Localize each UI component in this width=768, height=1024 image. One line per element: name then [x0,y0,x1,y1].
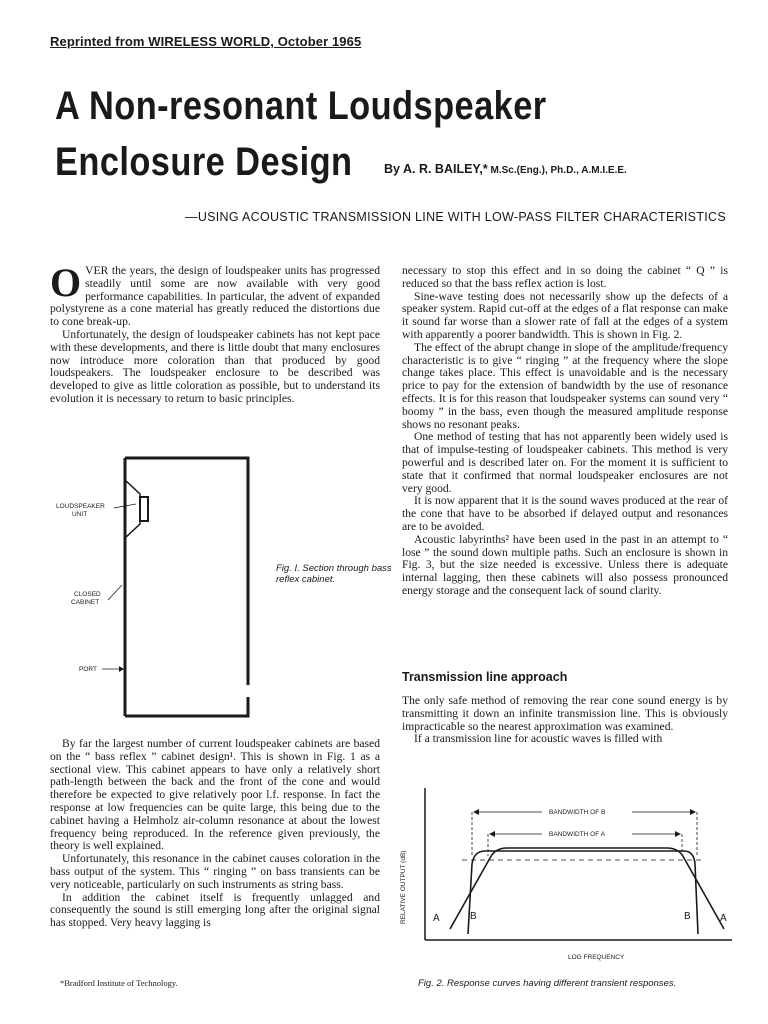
curve-b-label-right: B [684,911,691,922]
speaker-magnet [140,497,148,521]
paragraph-text: VER the years, the design of loudspeaker units has progressed steadily until some are now available with very good performance capabilities. In particular, the advent of expanded polystyrene as a cone material has greatly reduced the distortions due to cone break-up. [50,264,380,329]
paragraph: Unfortunately, the design of loudspeaker cabinets has not kept pace with these developments, and there is little doubt that many enclosures now introduce more coloration than that produced by good loudspeakers. The loudspeaker enclosure to be described was developed to give as little coloration as possible, but to understand its evolution it is necessary to return to basic principles. [50,327,380,405]
column2-top [402,265,728,598]
paragraph: Sine-wave testing does not necessarily show up the defects of a speaker system. Rapid cut-off at the edges of a flat response can make it sound far worse than a slower rate of fall at the edges of a system with apparently a poorer bandwidth. This is shown in Fig. 2. [402,289,728,341]
dropcap: O [50,260,82,305]
column1-top [50,260,380,406]
figure-1-caption: Fig. I. Section through bass reflex cabinet. [276,563,392,585]
curve-b [468,851,698,934]
paragraph: In addition the cabinet itself is frequently unlagged and consequently the sound is still emerging long after the original signal has stopped. Very heavy lagging is [50,890,380,930]
paragraph: Unfortunately, this resonance in the cabinet causes coloration in the bass output of the system. This “ ringing ” on bass transients can be very noticeable, particularly on such instruments as string bass. [50,852,380,891]
figure-2-caption: Fig. 2. Response curves having different transient responses. [418,978,677,989]
paragraph: If a transmission line for acoustic waves is filled with [414,732,663,746]
section-heading: Transmission line approach [402,670,568,684]
paragraph: The only safe method of removing the rear cone sound energy is by transmitting it down an infinite transmission line. This is obviously impracticable so the nearest approximation was examined. [402,694,728,733]
label-port: PORT [79,666,97,673]
cabinet-bottom-wall [125,697,248,716]
label-loudspeaker: LOUDSPEAKER [56,503,105,510]
paragraph: It is now apparent that it is the sound waves produced at the rear of the cone that have to be absorbed if delayed output and resonances are to be avoided. [402,494,728,533]
curve-a-label-right: A [720,913,727,924]
column2-bottom [402,695,728,746]
paragraph: By far the largest number of current loudspeaker cabinets are based on the “ bass reflex ” cabinet design¹. This is shown in Fig. 1 as a sectional view. This cabinet appears to have only a relatively short path-length between the back and the front of the cone and would therefore be expected to give relatively poor l.f. response. In fact the response at low frequencies can be quite large, this being due to the cabinet having a Helmholz air-column resonance at about the lowest frequency being reproduced. In the reference given previously, the theory is well explained. [50,737,380,853]
paragraph: necessary to stop this effect and in so doing the cabinet “ Q ” is reduced so that the bass reflex action is lost. [402,264,728,290]
byline [384,162,627,176]
speaker-cone [125,480,140,538]
bandwidth-a-label: BANDWIDTH OF A [549,831,605,838]
paragraph [50,260,380,329]
figure-1-cabinet-section [50,450,390,730]
label-unit: UNIT [72,511,88,518]
curve-a-label-left: A [433,913,440,924]
curve-b-label-left: B [470,911,477,922]
figure-2-response-curves [392,784,742,970]
author-qualifications: M.Sc.(Eng.), Ph.D., A.M.I.E.E. [487,165,627,176]
footnote: *Bradford Institute of Technology. [60,978,178,988]
x-axis-label: LOG FREQUENCY [568,954,625,961]
article-subtitle: —USING ACOUSTIC TRANSMISSION LINE WITH LOW-PASS FILTER CHARACTERISTICS [185,210,726,224]
y-axis-label: RELATIVE OUTPUT (dB) [400,850,407,924]
bandwidth-b-label: BANDWIDTH OF B [549,809,606,816]
author: By A. R. BAILEY,* [384,162,488,176]
reprint-line: Reprinted from WIRELESS WORLD, October 1965 [50,34,362,49]
cabinet-outer-wall [125,458,248,685]
label-closed: CLOSED [74,591,101,598]
article-title-line2: Enclosure Design [55,140,353,184]
column1-bottom [50,738,380,930]
paragraph: The effect of the abrupt change in slope of the amplitude/frequency characteristic is to give “ ringing ” at the frequency where the slope change takes place. This effect is unavoidable and is the necessary price to pay for the extension of bandwidth by the use of resonance effects. It is for this reason that loudspeaker systems can sound very “ boomy ” in the bass, even though the measured amplitude response shows no resonant peaks. [402,340,728,431]
label-cabinet: CABINET [71,599,100,606]
paragraph: Acoustic labyrinths² have been used in the past in an attempt to “ lose ” the sound down multiple paths. Such an enclosure is shown in Fig. 3, but the size needed is excessive. Unless there is adequate internal lagging, then these cabinets will also possess pronounced energy storage and the consequent lack of sound clarity. [402,532,728,597]
paragraph: One method of testing that has not apparently been widely used is that of impulse-testing of loudspeaker cabinets. This method is very powerful and is described later on. For the moment it is sufficient to state that it confirmed that normal loudspeaker enclosures are not very good. [402,430,728,495]
article-title-line1: A Non-resonant Loudspeaker [55,84,547,128]
closed-leader-line [108,585,122,600]
